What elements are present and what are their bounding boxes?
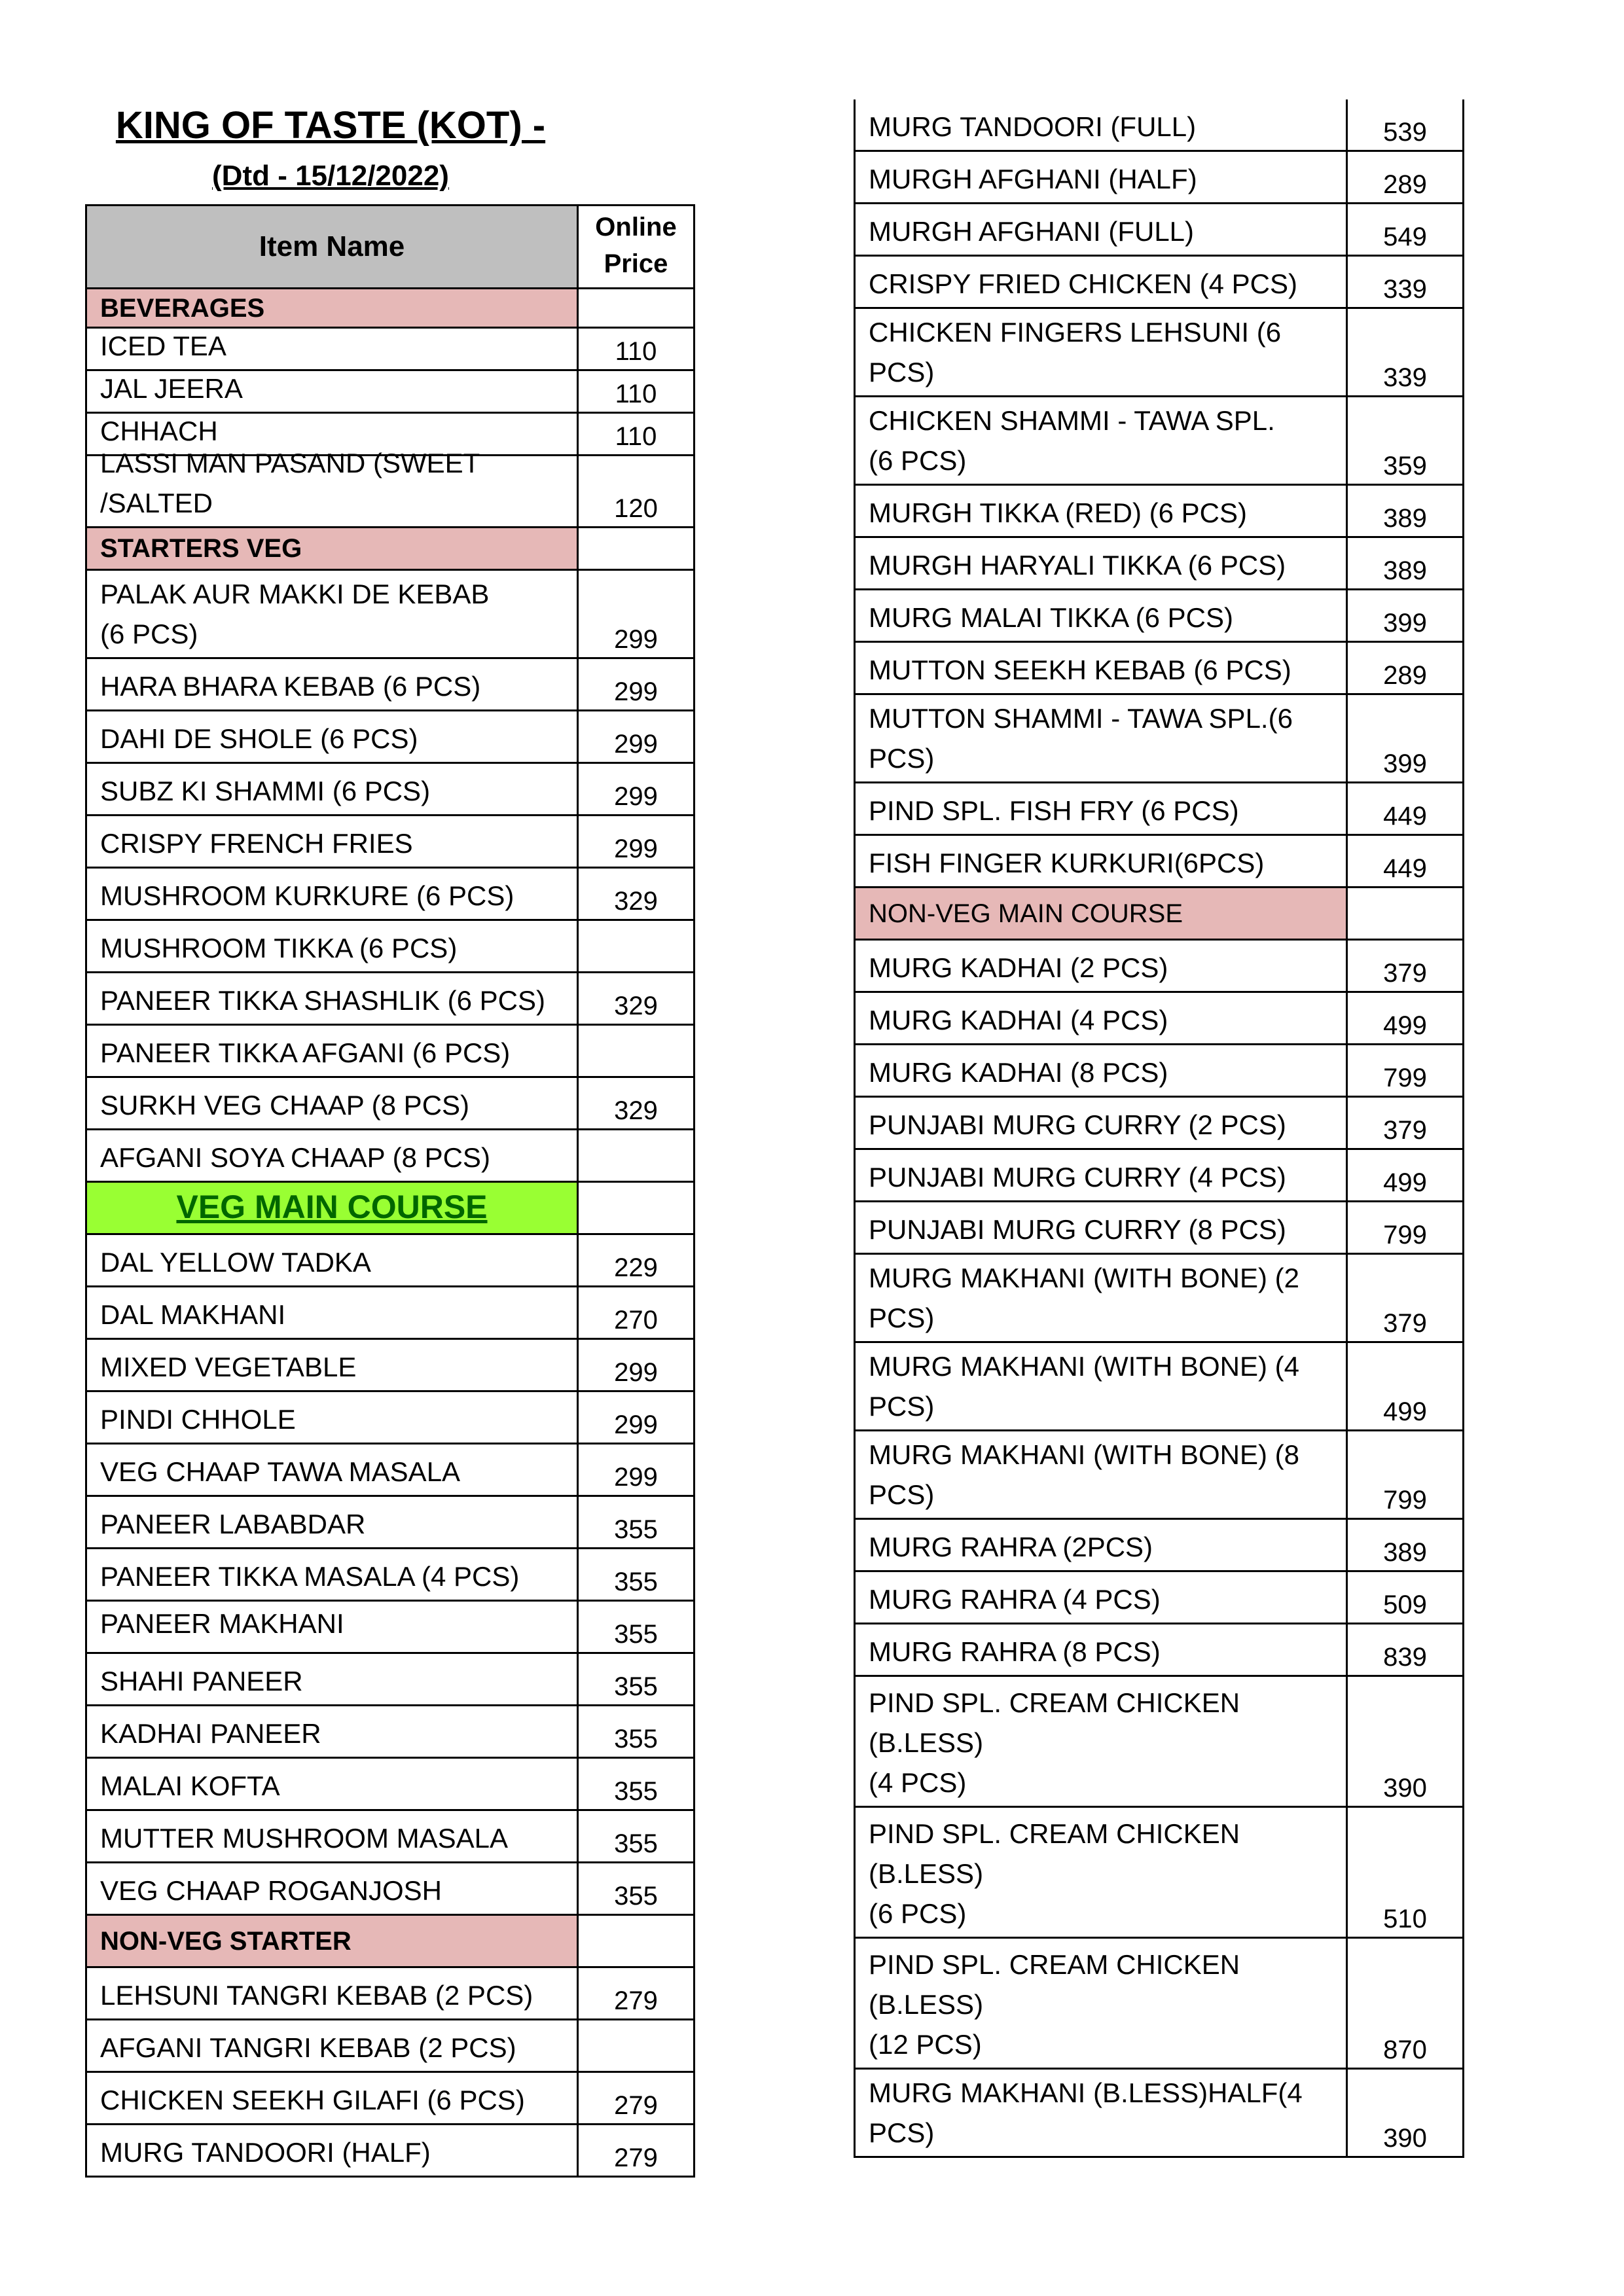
menu-item-row: [85, 1497, 695, 1549]
item-price: [579, 1130, 693, 1181]
item-price: 549: [1383, 223, 1427, 251]
item-name: PIND SPL. CREAM CHICKEN (B.LESS) (12 PCS): [856, 1939, 1348, 2068]
item-price: 359: [1383, 452, 1427, 480]
menu-item-row: [854, 993, 1464, 1045]
item-price: 229: [614, 1253, 658, 1282]
category-row: [85, 1916, 695, 1968]
menu-item-row: [854, 643, 1464, 695]
item-price: 870: [1383, 2036, 1427, 2064]
menu-item-row: [854, 1677, 1464, 1808]
item-name: MURG KADHAI (4 PCS): [856, 993, 1348, 1043]
menu-title: KING OF TASTE (KOT) -: [115, 104, 546, 147]
menu-item-row: [85, 2125, 695, 2178]
menu-item-row: [85, 921, 695, 973]
menu-item-row: [854, 1572, 1464, 1624]
menu-item-row: [85, 1811, 695, 1863]
item-name: MURGH AFGHANI (HALF): [856, 152, 1348, 202]
item-price: 399: [1383, 749, 1427, 778]
item-price: 389: [1383, 1538, 1427, 1567]
item-name: PANEER MAKHANI: [87, 1602, 579, 1652]
category-row: [85, 1183, 695, 1235]
item-price: 299: [614, 1410, 658, 1439]
item-name: PANEER TIKKA SHASHLIK (6 PCS): [87, 973, 579, 1024]
item-price: [579, 289, 693, 327]
menu-item-row: [85, 659, 695, 711]
menu-item-row: [85, 448, 695, 528]
category-row: [85, 289, 695, 329]
item-price: 299: [614, 834, 658, 863]
item-name: PUNJABI MURG CURRY (2 PCS): [856, 1098, 1348, 1148]
item-price: 329: [614, 992, 658, 1020]
item-name: CHICKEN FINGERS LEHSUNI (6 PCS): [856, 309, 1348, 395]
item-name: MURG MAKHANI (B.LESS)HALF(4 PCS): [856, 2070, 1348, 2156]
menu-item-row: [85, 869, 695, 921]
item-name: CRISPY FRENCH FRIES: [87, 816, 579, 867]
menu-item-row: [85, 816, 695, 869]
item-price: 509: [1383, 1590, 1427, 1619]
menu-table-left: [85, 204, 695, 2178]
menu-item-row: [854, 1202, 1464, 1255]
item-price: 799: [1383, 1064, 1427, 1092]
item-name: DAL MAKHANI: [87, 1287, 579, 1338]
item-name: MURG RAHRA (8 PCS): [856, 1624, 1348, 1675]
menu-item-row: [85, 1759, 695, 1811]
item-price: 355: [614, 1620, 658, 1649]
item-price: 279: [614, 2144, 658, 2172]
item-price: 299: [614, 1463, 658, 1492]
item-name: CHHACH: [87, 414, 579, 454]
item-name: MURG TANDOORI (HALF): [87, 2125, 579, 2176]
item-name: SHAHI PANEER: [87, 1654, 579, 1704]
item-price: 329: [614, 1096, 658, 1125]
item-name: PANEER LABABDAR: [87, 1497, 579, 1547]
column-header-item-name: Item Name: [87, 206, 579, 287]
category-row: [854, 888, 1464, 941]
item-name: MURGH AFGHANI (FULL): [856, 204, 1348, 255]
menu-item-row: [85, 1549, 695, 1602]
menu-item-row: [85, 571, 695, 659]
menu-item-row: [85, 1392, 695, 1444]
item-name: PIND SPL. FISH FRY (6 PCS): [856, 783, 1348, 834]
item-price: 399: [1383, 609, 1427, 637]
item-price: 279: [614, 1986, 658, 2015]
category-name: BEVERAGES: [87, 289, 579, 327]
item-price: 379: [1383, 1309, 1427, 1338]
menu-item-row: [854, 1520, 1464, 1572]
item-price: [579, 1026, 693, 1076]
item-name: PIND SPL. CREAM CHICKEN (B.LESS) (4 PCS): [856, 1677, 1348, 1806]
item-name: CHICKEN SEEKH GILAFI (6 PCS): [87, 2073, 579, 2123]
category-name: VEG MAIN COURSE: [87, 1183, 579, 1233]
item-price: 499: [1383, 1168, 1427, 1197]
menu-item-row: [854, 204, 1464, 257]
item-price: 355: [614, 1672, 658, 1701]
item-price: 120: [614, 494, 658, 523]
menu-item-row: [85, 764, 695, 816]
item-price: 279: [614, 2091, 658, 2120]
item-name: MURG RAHRA (4 PCS): [856, 1572, 1348, 1623]
menu-item-row: [854, 1045, 1464, 1098]
item-name: FISH FINGER KURKURI(6PCS): [856, 836, 1348, 886]
item-name: MURGH TIKKA (RED) (6 PCS): [856, 486, 1348, 536]
item-price: 110: [615, 422, 657, 451]
item-price: [1348, 888, 1462, 939]
item-name: MIXED VEGETABLE: [87, 1340, 579, 1390]
item-price: 379: [1383, 1116, 1427, 1145]
menu-item-row: [85, 1706, 695, 1759]
menu-item-row: [85, 1340, 695, 1392]
category-row: [85, 528, 695, 571]
category-name: NON-VEG MAIN COURSE: [856, 888, 1348, 939]
item-name: KADHAI PANEER: [87, 1706, 579, 1757]
item-name: MUTTON SHAMMI - TAWA SPL.(6 PCS): [856, 695, 1348, 781]
menu-item-row: [854, 152, 1464, 204]
menu-item-row: [85, 1968, 695, 2020]
item-price: 449: [1383, 802, 1427, 831]
item-name: SUBZ KI SHAMMI (6 PCS): [87, 764, 579, 814]
item-price: 299: [614, 782, 658, 811]
item-name: PUNJABI MURG CURRY (8 PCS): [856, 1202, 1348, 1253]
menu-item-row: [854, 397, 1464, 486]
item-price: 110: [615, 380, 657, 408]
menu-item-row: [85, 973, 695, 1026]
menu-item-row: [85, 329, 695, 371]
menu-item-row: [854, 590, 1464, 643]
menu-item-row: [854, 257, 1464, 309]
menu-item-row: [85, 2073, 695, 2125]
item-price: 339: [1383, 275, 1427, 304]
menu-item-row: [854, 695, 1464, 783]
item-price: 289: [1383, 170, 1427, 199]
item-name: AFGANI SOYA CHAAP (8 PCS): [87, 1130, 579, 1181]
item-name: AFGANI TANGRI KEBAB (2 PCS): [87, 2020, 579, 2071]
item-price: 355: [614, 1882, 658, 1910]
item-name: VEG CHAAP TAWA MASALA: [87, 1444, 579, 1495]
item-price: 379: [1383, 959, 1427, 988]
menu-table-right: [854, 99, 1464, 2158]
item-name: MALAI KOFTA: [87, 1759, 579, 1809]
menu-item-row: [854, 1624, 1464, 1677]
menu-item-row: [854, 1150, 1464, 1202]
menu-item-row: [85, 1654, 695, 1706]
item-price: [579, 2020, 693, 2071]
menu-item-row: [85, 1235, 695, 1287]
menu-item-row: [854, 1255, 1464, 1343]
item-price: 289: [1383, 661, 1427, 690]
item-name: MUTTER MUSHROOM MASALA: [87, 1811, 579, 1861]
item-price: 510: [1383, 1905, 1427, 1933]
item-name: DAL YELLOW TADKA: [87, 1235, 579, 1285]
item-name: MUSHROOM TIKKA (6 PCS): [87, 921, 579, 971]
menu-item-row: [85, 1287, 695, 1340]
menu-item-row: [85, 371, 695, 414]
menu-item-row: [854, 1343, 1464, 1431]
menu-item-row: [854, 1098, 1464, 1150]
item-name: LASSI MAN PASAND (SWEET /SALTED: [87, 456, 579, 526]
item-price: 355: [614, 1725, 658, 1753]
menu-item-row: [854, 309, 1464, 397]
item-name: DAHI DE SHOLE (6 PCS): [87, 711, 579, 762]
item-name: HARA BHARA KEBAB (6 PCS): [87, 659, 579, 709]
item-name: MUTTON SEEKH KEBAB (6 PCS): [856, 643, 1348, 693]
item-price: 299: [614, 677, 658, 706]
item-price: 339: [1383, 363, 1427, 392]
menu-item-row: [85, 1026, 695, 1078]
item-price: 299: [614, 625, 658, 654]
item-name: PANEER TIKKA MASALA (4 PCS): [87, 1549, 579, 1600]
column-header-online-price: Online Price: [595, 213, 677, 278]
item-name: VEG CHAAP ROGANJOSH: [87, 1863, 579, 1914]
item-name: PALAK AUR MAKKI DE KEBAB (6 PCS): [87, 571, 579, 657]
menu-item-row: [85, 1078, 695, 1130]
item-name: MUSHROOM KURKURE (6 PCS): [87, 869, 579, 919]
item-price: 355: [614, 1568, 658, 1596]
item-name: SURKH VEG CHAAP (8 PCS): [87, 1078, 579, 1128]
item-name: JAL JEERA: [87, 371, 579, 412]
item-price: [579, 1183, 693, 1233]
menu-item-row: [854, 1939, 1464, 2070]
menu-date: (Dtd - 15/12/2022): [212, 160, 449, 192]
menu-item-row: [854, 783, 1464, 836]
menu-item-row: [85, 1602, 695, 1654]
item-name: CRISPY FRIED CHICKEN (4 PCS): [856, 257, 1348, 307]
item-price: 389: [1383, 556, 1427, 585]
menu-item-row: [854, 836, 1464, 888]
item-name: MURG RAHRA (2PCS): [856, 1520, 1348, 1570]
menu-item-row: [854, 538, 1464, 590]
menu-item-row: [854, 2070, 1464, 2158]
item-price: 355: [614, 1515, 658, 1544]
item-price: 270: [614, 1306, 658, 1335]
menu-item-row: [85, 711, 695, 764]
item-price: 355: [614, 1829, 658, 1858]
menu-item-row: [85, 2020, 695, 2073]
category-name: STARTERS VEG: [87, 528, 579, 569]
item-name: MURG MALAI TIKKA (6 PCS): [856, 590, 1348, 641]
item-price: [579, 921, 693, 971]
item-price: 799: [1383, 1221, 1427, 1249]
menu-item-row: [85, 1130, 695, 1183]
item-price: 355: [614, 1777, 658, 1806]
item-name: CHICKEN SHAMMI - TAWA SPL. (6 PCS): [856, 397, 1348, 484]
item-price: [579, 528, 693, 569]
item-price: 499: [1383, 1397, 1427, 1426]
menu-item-row: [854, 941, 1464, 993]
item-name: MURG MAKHANI (WITH BONE) (4 PCS): [856, 1343, 1348, 1429]
menu-item-row: [854, 1808, 1464, 1939]
item-price: 390: [1383, 1774, 1427, 1803]
item-price: 799: [1383, 1486, 1427, 1515]
item-price: 449: [1383, 854, 1427, 883]
item-price: 299: [614, 730, 658, 759]
item-name: PUNJABI MURG CURRY (4 PCS): [856, 1150, 1348, 1200]
category-name: NON-VEG STARTER: [87, 1916, 579, 1966]
table-header-row: [85, 204, 695, 289]
item-name: MURG KADHAI (8 PCS): [856, 1045, 1348, 1096]
item-price: 839: [1383, 1643, 1427, 1672]
item-name: ICED TEA: [87, 329, 579, 369]
item-price: 390: [1383, 2124, 1427, 2153]
menu-item-row: [854, 99, 1464, 152]
item-price: 499: [1383, 1011, 1427, 1040]
item-name: MURG MAKHANI (WITH BONE) (8 PCS): [856, 1431, 1348, 1518]
menu-item-row: [85, 1863, 695, 1916]
menu-item-row: [854, 486, 1464, 538]
item-name: PINDI CHHOLE: [87, 1392, 579, 1443]
item-name: MURG MAKHANI (WITH BONE) (2 PCS): [856, 1255, 1348, 1341]
item-name: LEHSUNI TANGRI KEBAB (2 PCS): [87, 1968, 579, 2018]
item-name: MURGH HARYALI TIKKA (6 PCS): [856, 538, 1348, 588]
item-name: PANEER TIKKA AFGANI (6 PCS): [87, 1026, 579, 1076]
item-price: 299: [614, 1358, 658, 1387]
item-name: MURG TANDOORI (FULL): [856, 99, 1348, 150]
item-price: 539: [1383, 118, 1427, 147]
item-price: [579, 1916, 693, 1966]
item-price: 329: [614, 887, 658, 916]
menu-item-row: [854, 1431, 1464, 1520]
item-name: PIND SPL. CREAM CHICKEN (B.LESS) (6 PCS): [856, 1808, 1348, 1937]
item-name: MURG KADHAI (2 PCS): [856, 941, 1348, 991]
item-price: 110: [615, 337, 657, 366]
menu-item-row: [85, 1444, 695, 1497]
item-price: 389: [1383, 504, 1427, 533]
